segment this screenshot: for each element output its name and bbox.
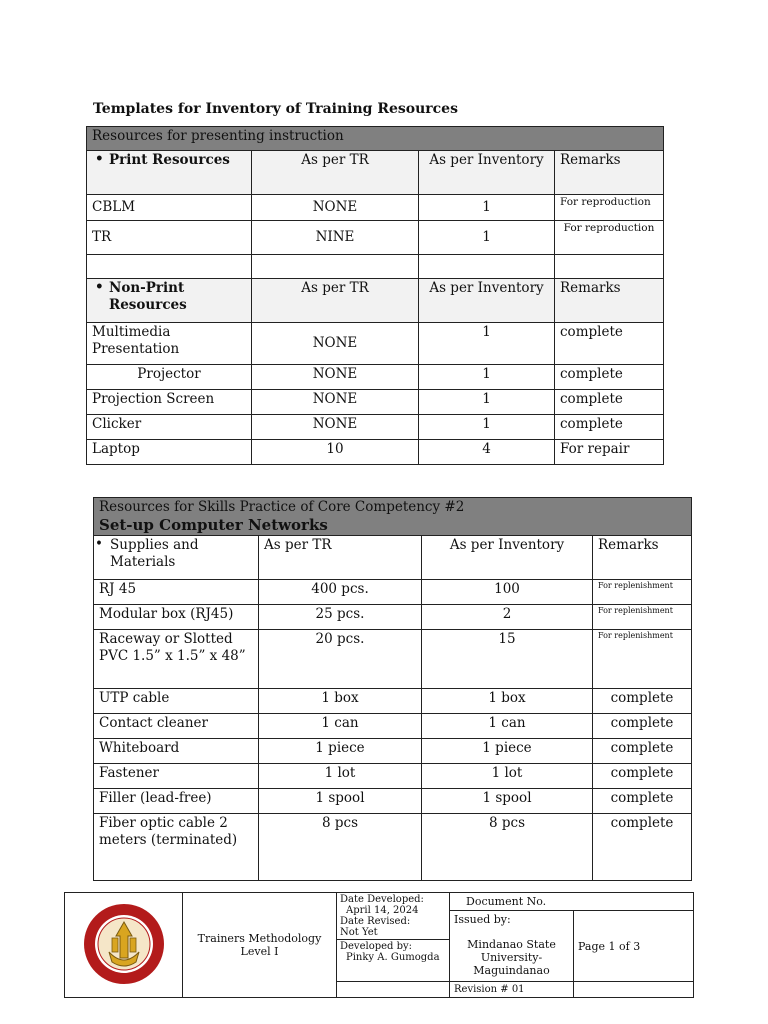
training-resources-table: [86, 126, 664, 465]
table-header-line1: Resources for Skills Practice of Core Competency #2: [99, 499, 465, 515]
resource-name: Multimedia Presentation: [87, 323, 252, 365]
university-logo-cell: [65, 893, 183, 998]
table-row: [87, 365, 664, 390]
as-per-inventory: 4: [419, 440, 555, 465]
as-per-tr: 25 pcs.: [259, 605, 422, 630]
remarks: complete: [555, 365, 664, 390]
course-title: Trainers Methodology Level I: [183, 893, 337, 998]
as-per-tr: 1 box: [259, 689, 422, 714]
document-footer: [64, 892, 694, 998]
item-name: Filler (lead-free): [94, 789, 259, 814]
table-row: [94, 714, 692, 739]
nonprint-heading-row: [87, 279, 664, 323]
revision-number: Revision # 01: [450, 982, 574, 998]
as-per-inventory: 2: [422, 605, 593, 630]
item-name: Raceway or Slotted PVC 1.5” x 1.5” x 48”: [94, 630, 259, 689]
table-row: [94, 605, 692, 630]
as-per-tr: 8 pcs: [259, 814, 422, 881]
nonprint-resources-heading: • Non-Print Resources: [87, 279, 252, 323]
item-name: RJ 45: [94, 580, 259, 605]
skills-practice-table: [93, 497, 692, 881]
item-name: UTP cable: [94, 689, 259, 714]
remarks: For replenishment: [593, 580, 692, 605]
item-name: Whiteboard: [94, 739, 259, 764]
page-number: Page 1 of 3: [574, 911, 694, 982]
as-per-inventory: 1: [419, 221, 555, 255]
as-per-inventory: 1: [419, 195, 555, 221]
as-per-tr: NINE: [252, 221, 419, 255]
col-heading: As per TR: [252, 279, 419, 323]
as-per-inventory: 15: [422, 630, 593, 689]
date-revised: Not Yet: [340, 927, 378, 938]
remarks: For reproduction: [555, 221, 664, 255]
developer-name: Pinky A. Gumogda: [346, 952, 440, 963]
table-row: [94, 689, 692, 714]
resource-name: Laptop: [87, 440, 252, 465]
remarks: complete: [555, 323, 664, 365]
resource-name: Projector: [87, 365, 252, 390]
table-row: [87, 415, 664, 440]
col-heading: As per TR: [259, 536, 422, 580]
as-per-inventory: 100: [422, 580, 593, 605]
remarks: complete: [593, 714, 692, 739]
col-heading: As per Inventory: [419, 279, 555, 323]
table-row: [94, 739, 692, 764]
item-name: Modular box (RJ45): [94, 605, 259, 630]
as-per-inventory: 8 pcs: [422, 814, 593, 881]
remarks: complete: [593, 739, 692, 764]
col-heading: Remarks: [555, 151, 664, 195]
remarks: complete: [593, 789, 692, 814]
resource-name: CBLM: [87, 195, 252, 221]
remarks: For replenishment: [593, 605, 692, 630]
table-row: [94, 580, 692, 605]
remarks: For reproduction: [555, 195, 664, 221]
table-row: [94, 814, 692, 881]
table-header: [94, 498, 692, 536]
col-heading: As per Inventory: [422, 536, 593, 580]
as-per-inventory: 1 box: [422, 689, 593, 714]
as-per-tr: 400 pcs.: [259, 580, 422, 605]
supplies-heading: • Supplies and Materials: [94, 536, 259, 580]
table-row: [94, 789, 692, 814]
page-title: Templates for Inventory of Training Resources: [93, 101, 458, 117]
print-resources-heading: • Print Resources: [87, 151, 252, 195]
resource-name: TR: [87, 221, 252, 255]
as-per-tr: 1 lot: [259, 764, 422, 789]
remarks: complete: [593, 689, 692, 714]
document-no-label: Document No.: [450, 893, 694, 911]
university-seal-logo: [76, 902, 172, 986]
as-per-tr: 1 can: [259, 714, 422, 739]
table-row: [94, 630, 692, 689]
remarks: For repair: [555, 440, 664, 465]
as-per-tr: NONE: [252, 415, 419, 440]
table-row: [87, 221, 664, 255]
as-per-inventory: 1: [419, 415, 555, 440]
remarks: complete: [593, 814, 692, 881]
empty-row: [87, 255, 664, 279]
as-per-tr: 1 spool: [259, 789, 422, 814]
table-row: [87, 440, 664, 465]
col-heading: As per TR: [252, 151, 419, 195]
resource-name: Projection Screen: [87, 390, 252, 415]
remarks: complete: [555, 390, 664, 415]
as-per-tr: NONE: [252, 365, 419, 390]
print-heading-row: [87, 151, 664, 195]
issued-by-cell: [450, 911, 574, 982]
remarks: complete: [593, 764, 692, 789]
date-info: [337, 893, 450, 940]
table-row: [94, 764, 692, 789]
table-header: Resources for presenting instruction: [87, 127, 664, 151]
date-revised-label: Date Revised:: [340, 916, 411, 927]
as-per-tr: NONE: [252, 323, 419, 365]
col-heading: Remarks: [555, 279, 664, 323]
as-per-inventory: 1: [419, 365, 555, 390]
item-name: Fastener: [94, 764, 259, 789]
issued-by-label: Issued by:: [454, 913, 511, 926]
remarks: For replenishment: [593, 630, 692, 689]
col-heading: As per Inventory: [419, 151, 555, 195]
as-per-inventory: 1 can: [422, 714, 593, 739]
as-per-inventory: 1 lot: [422, 764, 593, 789]
as-per-inventory: 1: [419, 323, 555, 365]
as-per-tr: NONE: [252, 195, 419, 221]
issuer-name: Mindanao State University-Maguindanao: [467, 938, 556, 977]
as-per-tr: NONE: [252, 390, 419, 415]
as-per-tr: 20 pcs.: [259, 630, 422, 689]
item-name: Fiber optic cable 2 meters (terminated): [94, 814, 259, 881]
item-name: Contact cleaner: [94, 714, 259, 739]
col-heading: Remarks: [593, 536, 692, 580]
as-per-inventory: 1 spool: [422, 789, 593, 814]
date-developed: April 14, 2024: [346, 905, 419, 916]
as-per-inventory: 1: [419, 390, 555, 415]
date-developed-label: Date Developed:: [340, 894, 424, 905]
remarks: complete: [555, 415, 664, 440]
table-row: [87, 195, 664, 221]
resource-name: Clicker: [87, 415, 252, 440]
table-row: [87, 390, 664, 415]
developed-by-label: Developed by:: [340, 941, 413, 952]
as-per-tr: 1 piece: [259, 739, 422, 764]
table-row: [87, 323, 664, 365]
as-per-tr: 10: [252, 440, 419, 465]
competency-title: Set-up Computer Networks: [99, 516, 328, 534]
as-per-inventory: 1 piece: [422, 739, 593, 764]
developer-info: [337, 940, 450, 982]
column-heading-row: [94, 536, 692, 580]
